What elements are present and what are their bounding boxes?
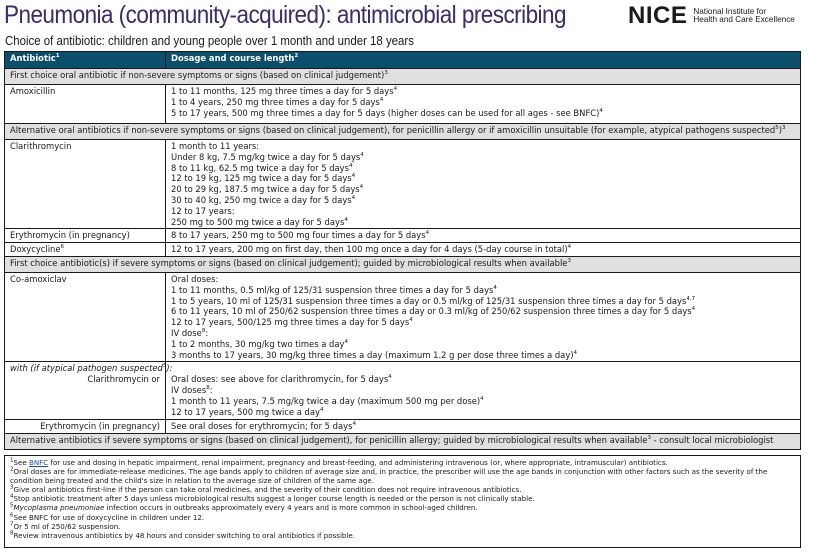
column-header-antibiotic: Antibiotic$^1$ [5,52,166,69]
footnote: $^6$See BNFC for use of doxycycline in children under 12. [10,512,205,522]
table-row [5,420,801,434]
column-header-dosage: Dosage and course length$^2$ [166,52,801,69]
antibiotic-name: Doxycycline$^6$ [5,243,166,257]
dosage-cell: See oral doses for erythromycin; for 5 days$^4$ [166,420,801,434]
table-header-row [5,52,801,69]
antibiotic-name: Co-amoxiclav [5,272,166,361]
atypical-pathogen-note: with (if atypical pathogen suspected$^5$): [10,363,173,374]
dosage-cell: 8 to 17 years, 250 mg to 500 mg four times a day for 5 days$^4$ [166,229,801,243]
dosage-cell: Oral doses: see above for clarithromycin, for 5 days$^4$ IV doses$^8$: 1 month to 11 years, 7.5 mg/kg twice a day (maximum 500 mg per dose)$^4$ 12 to 17 years, 500 mg twice a day$^4$ [166,362,801,420]
dosage-cell: 1 month to 11 years: Under 8 kg, 7.5 mg/kg twice a day for 5 days$^4$ 8 to 11 kg, 62.5 mg twice a day for 5 days$^4$ 12 to 19 kg, 125 mg twice a day for 5 days$^4$ 20 to 29 kg, 187.5 mg twice a day for 5 days$^4$ 30 to 40 kg, 250 mg twice a day for 5 days$^4$ 12 to 17 years: 250 mg to 500 mg twice a day for 5 days$^4$ [166,140,801,229]
table-row [5,140,801,229]
footnote: $^2$Oral doses are for immediate-release medicines. The age bands apply to children of average size and, in practice, the prescriber will use the age bands in conjunction with other factors such as the severity of the condition being treated and the child's size in relation to the average size of children of the same age. [10,466,768,486]
dosage-cell: 1 to 11 months, 125 mg three times a day for 5 days$^4$ 1 to 4 years, 250 mg three times a day for 5 days$^4$ 5 to 17 years, 500 mg three times a day for 5 days (higher doses can be used for all ages - see BNFC)$^4$ [166,85,801,124]
table-row [5,362,801,420]
page-subtitle: Choice of antibiotic: children and young people over 1 month and under 18 years [5,33,414,48]
section-row [5,434,801,450]
footnote: $^4$Stop antibiotic treatment after 5 days unless microbiological results suggest a longer course length is needed or the person is not clinically stable. [10,494,535,504]
footnotes [4,455,801,548]
footnote: $^1$See BNFC for use and dosing in hepatic impairment, renal impairment, pregnancy and breast-feeding, and administering intravenous (or, where appropriate, intramuscular) antibiotics. [10,457,668,467]
page-title: Pneumonia (community-acquired): antimicrobial prescribing [4,1,566,29]
section-row [5,124,801,140]
antibiotic-name: Erythromycin (in pregnancy) [5,229,166,243]
footnote: $^8$Review intravenous antibiotics by 48 hours and consider switching to oral antibiotics if possible. [10,530,356,540]
antibiotic-name: Erythromycin (in pregnancy) [5,420,166,434]
table-row [5,85,801,124]
antibiotic-table [4,51,801,450]
section-label: First choice antibiotic(s) if severe symptoms or signs (based on clinical judgement); guided by microbiological results when available$^3$ [5,256,801,272]
footnote: $^7$Or 5 ml of 250/62 suspension. [10,521,121,531]
logo-line-1: National Institute for [693,6,767,16]
nice-logo-text [693,8,795,25]
footnote: $^5$Mycoplasma pneumoniae infection occurs in outbreaks approximately every 4 years and is more common in school-aged children. [10,503,478,513]
table-row [5,272,801,361]
antibiotic-name: with (if atypical pathogen suspected$^5$): Clarithromycin or [5,362,166,420]
nice-logo-mark: NICE [628,2,688,29]
dosage-cell: Oral doses: 1 to 11 months, 0.5 ml/kg of 125/31 suspension three times a day for 5 days$^4$ 1 to 5 years, 10 ml of 125/31 suspension three times a day or 0.5 ml/kg of 125/31 suspension three times a day for 5 days$^{4,7}$ 6 to 11 years, 10 ml of 250/62 suspension three times a day or 0.3 ml/kg of 250/62 suspension three times a day for 5 days$^4$ 12 to 17 years, 500/125 mg three times a day for 5 days$^4$ IV dose$^8$: 1 to 2 months, 30 mg/kg two times a day$^4$ 3 months to 17 years, 30 mg/kg three times a day (maximum 1.2 g per dose three times a day)$^4$ [166,272,801,361]
footnote: $^3$Give oral antibiotics first-line if the person can take oral medicines, and the severity of their condition does not require intravenous antibiotics. [10,484,522,495]
logo-line-2: Health and Care Excellence [693,15,795,24]
section-label: First choice oral antibiotic if non-severe symptoms or signs (based on clinical judgement)$^3$ [5,69,801,85]
table-row [5,243,801,257]
nice-logo [628,4,795,28]
section-label: Alternative antibiotics if severe symptoms or signs (based on clinical judgement), for penicillin allergy; guided by microbiological results when available$^3$ - consult local microbiologist [5,434,801,450]
section-label: Alternative oral antibiotics if non-severe symptoms or signs (based on clinical judgement), for penicillin allergy or if amoxicillin unsuitable (for example, atypical pathogens suspected$^5$)$^3$ [5,124,801,140]
section-row [5,256,801,272]
table-row [5,229,801,243]
antibiotic-name: Clarithromycin [5,140,166,229]
section-row [5,69,801,85]
dosage-cell: 12 to 17 years, 200 mg on first day, then 100 mg once a day for 4 days (5-day course in total)$^4$ [166,243,801,257]
bnfc-link[interactable]: BNFC [29,458,49,467]
antibiotic-name: Amoxicillin [5,85,166,124]
